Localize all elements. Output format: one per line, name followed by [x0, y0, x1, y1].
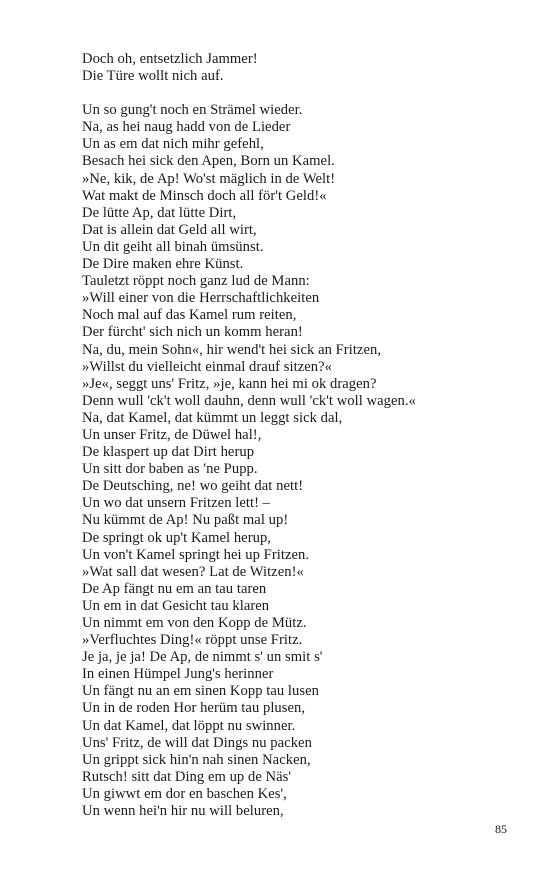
poem-line: Un so gung't noch en Strämel wieder.: [82, 102, 303, 119]
poem-line: Die Türe wollt nich auf.: [82, 68, 224, 85]
poem-line: »Willst du vielleicht einmal drauf sitzen?«: [82, 358, 332, 375]
poem-line: Noch mal auf das Kamel rum reiten,: [82, 307, 297, 324]
poem-line: De Ap fängt nu em an tau taren: [82, 580, 267, 597]
poem-line: Rutsch! sitt dat Ding em up de Näs': [82, 768, 292, 785]
poem-line: Un nimmt em von den Kopp de Mütz.: [82, 615, 307, 631]
poem-line: Un wenn hei'n hir nu will beluren,: [82, 803, 284, 820]
stanza-2: [82, 102, 512, 820]
poem-line: De Deutsching, ne! wo geiht dat nett!: [82, 478, 304, 495]
poem-line: Denn wull 'ck't woll dauhn, denn wull 'ck't woll wagen.«: [82, 392, 416, 409]
poem-line: Dat is allein dat Geld all wirt,: [82, 221, 257, 238]
poem-line: De klaspert up dat Dirt herup: [82, 444, 255, 461]
poem-line: Un dat Kamel, dat löppt nu swinner.: [82, 717, 296, 734]
poem-line: Un em in dat Gesicht tau klaren: [82, 597, 270, 614]
poem-line: »Ne, kik, de Ap! Wo'st mäglich in de Welt!: [82, 170, 336, 187]
poem-line: Nu kümmt de Ap! Nu paßt mal up!: [82, 512, 289, 529]
poem-line: Na, dat Kamel, dat kümmt un leggt sick dal,: [82, 409, 343, 426]
poem-line: De lütte Ap, dat lütte Dirt,: [82, 204, 237, 221]
page-number: 85: [495, 822, 507, 836]
poem-line: Na, du, mein Sohn«, hir wend't hei sick an Fritzen,: [82, 341, 382, 358]
poem-line: Un fängt nu an em sinen Kopp tau lusen: [82, 683, 319, 700]
poem-line: Un grippt sick hin'n nah sinen Nacken,: [82, 751, 311, 768]
poem-line: »Verfluchtes Ding!« röppt unse Fritz.: [82, 632, 303, 649]
poem-line: Un as em dat nich mihr gefehl,: [82, 136, 264, 153]
stanza-1: [82, 51, 512, 85]
poem-line: Besach hei sick den Apen, Born un Kamel.: [82, 153, 335, 170]
poem-line: Je ja, je ja! De Ap, de nimmt s' un smit s': [82, 649, 323, 666]
poem-line: »Will einer von die Herrschaftlichkeiten: [82, 290, 320, 307]
poem-line: De springt ok up't Kamel herup,: [82, 529, 271, 546]
poem-line: Doch oh, entsetzlich Jammer!: [82, 51, 258, 67]
poem-line: Un wo dat unsern Fritzen lett! –: [82, 495, 271, 512]
poem-line: Un in de roden Hor herüm tau plusen,: [82, 700, 306, 717]
poem-line: De Dire maken ehre Künst.: [82, 256, 244, 273]
poem-line: Un von't Kamel springt hei up Fritzen.: [82, 546, 310, 563]
poem-line: »Wat sall dat wesen? Lat de Witzen!«: [82, 563, 304, 580]
poem-line: Un sitt dor baben as 'ne Pupp.: [82, 461, 258, 478]
poem-line: Wat makt de Minsch doch all för't Geld!«: [82, 187, 327, 204]
poem-line: Un unser Fritz, de Düwel hal!,: [82, 426, 262, 443]
poem-line: Na, as hei naug hadd von de Lieder: [82, 119, 291, 136]
poem-line: Un dit geiht all binah ümsünst.: [82, 238, 264, 255]
poem-line: Uns' Fritz, de will dat Dings nu packen: [82, 734, 312, 751]
poem-line: Tauletzt röppt noch ganz lud de Mann:: [82, 273, 310, 290]
poem-text: [82, 51, 512, 820]
poem-line: »Je«, seggt uns' Fritz, »je, kann hei mi ok dragen?: [82, 375, 377, 392]
poem-line: In einen Hümpel Jung's herinner: [82, 666, 274, 683]
poem-line: Un giwwt em dor en baschen Kes',: [82, 785, 287, 802]
poem-line: Der fürcht' sich nich un komm heran!: [82, 324, 303, 341]
